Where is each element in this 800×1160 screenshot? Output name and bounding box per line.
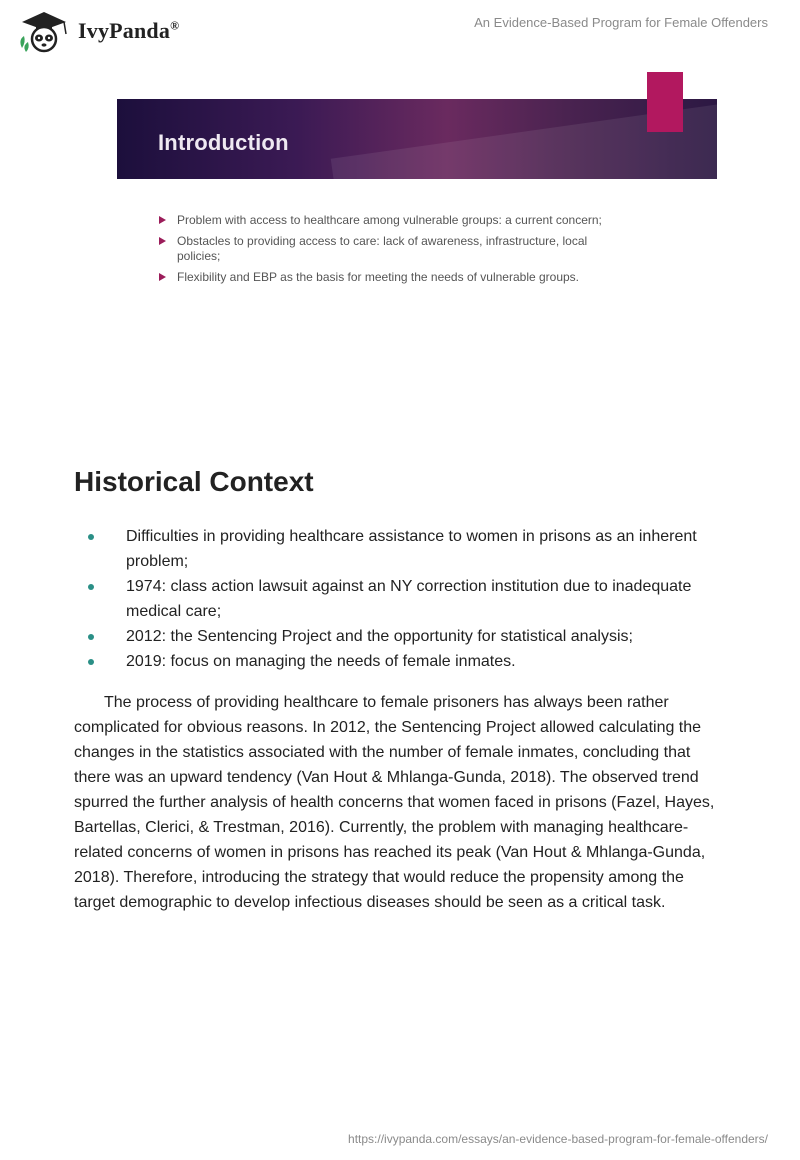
dot-bullet-icon (88, 534, 94, 540)
dot-bullet-icon (88, 659, 94, 665)
logo-text: IvyPanda® (78, 18, 180, 43)
list-item: 1974: class action lawsuit against an NY correction institution due to inadequate medical care; (74, 574, 734, 624)
triangle-bullet-icon (159, 237, 166, 245)
slide-bullet-item: Problem with access to healthcare among vulnerable groups: a current concern; (159, 213, 629, 228)
panda-graduate-icon (14, 8, 72, 54)
section-heading: Historical Context (74, 466, 314, 497)
triangle-bullet-icon (159, 273, 166, 281)
slide-bullet-list (159, 213, 629, 291)
slide-title: Introduction (158, 130, 289, 155)
triangle-bullet-icon (159, 216, 166, 224)
historical-context-list (74, 524, 734, 674)
source-url-link[interactable]: https://ivypanda.com/essays/an-evidence-based-program-for-female-offenders/ (348, 1132, 768, 1146)
introduction-slide (117, 72, 717, 332)
dot-bullet-icon (88, 584, 94, 590)
list-item: 2012: the Sentencing Project and the opportunity for statistical analysis; (74, 624, 734, 649)
body-paragraph: The process of providing healthcare to female prisoners has always been rather complicated for obvious reasons. In 2012, the Sentencing Project allowed calculating the changes in the statistics associated with the number of female inmates, concluding that there was an upward tendency (Van Hout & Mhlanga-Gunda, 2018). The observed trend spurred the further analysis of health concerns that women faced in prisons (Fazel, Hayes, Bartellas, Clerici, & Trestman, 2016). Currently, the problem with managing healthcare-related concerns of women in prisons has reached its peak (Van Hout & Mhlanga-Gunda, 2018). Therefore, introducing the strategy that would reduce the propensity among the target demographic to develop infectious diseases should be seen as a critical task. (74, 694, 715, 911)
slide-bullet-item: Flexibility and EBP as the basis for meeting the needs of vulnerable groups. (159, 270, 629, 285)
document-title: An Evidence-Based Program for Female Offenders (474, 15, 768, 30)
list-item: Difficulties in providing healthcare assistance to women in prisons as an inherent problem; (74, 524, 734, 574)
slide-bullet-item: Obstacles to providing access to care: lack of awareness, infrastructure, local policies; (159, 234, 629, 264)
list-item: 2019: focus on managing the needs of female inmates. (74, 649, 734, 674)
ivypanda-logo[interactable] (14, 8, 214, 54)
slide-accent-bar (647, 72, 683, 132)
dot-bullet-icon (88, 634, 94, 640)
